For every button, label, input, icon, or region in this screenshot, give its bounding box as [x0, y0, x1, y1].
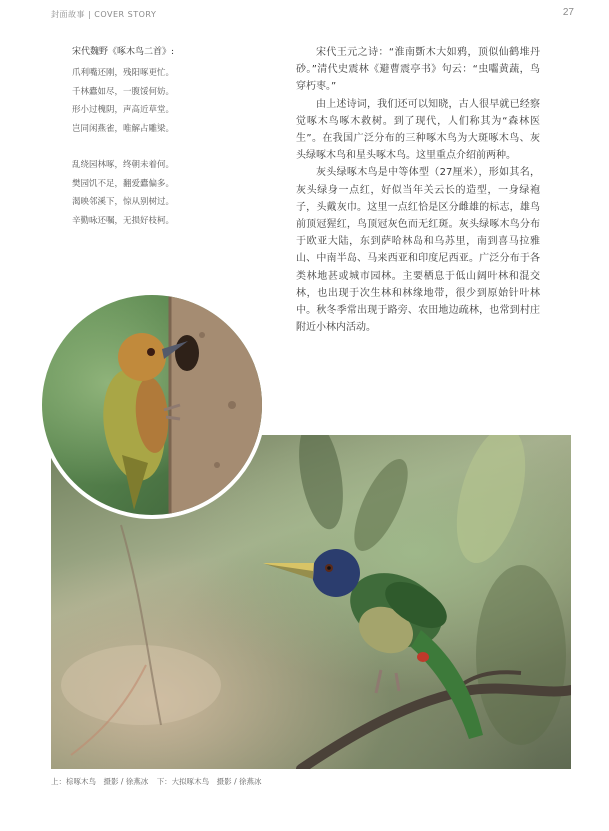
- poem-line: 樊园饥不足，翻爱蠹偏多。: [72, 178, 175, 189]
- poem-line: 渴映邻溪下，惊从别树过。: [72, 197, 175, 207]
- article-column: [296, 44, 540, 336]
- poem-line: 千林蠹如尽，一腹馁何妨。: [72, 86, 175, 97]
- caption-top: 上：棕啄木鸟 摄影 / 徐燕冰: [51, 777, 149, 786]
- article-paragraph: 灰头绿啄木鸟是中等体型（27厘米），形如其名，灰头绿身一点红，好似当年关云长的造型，一身绿袍子，头戴灰巾。这里一点红恰是区分雌雄的标志，雄鸟前顶冠猩红，鸟顶冠灰色而无红斑。灰头绿啄木鸟分布于欧亚大陆，东到萨哈林岛和乌苏里，南到喜马拉雅山、中南半岛、马来西亚和印度尼西亚。广泛分布于各类林地甚或城市园林。主要栖息于低山阔叶林和混交林，也出现于次生林和林缘地带，很少到原始针叶林中。秋冬季常出现于路旁、农田地边疏林，也常到村庄附近小林内活动。: [296, 167, 540, 334]
- article-paragraph: 宋代王元之诗：“淮南斲木大如鸦，顶似仙鹤堆丹砂。”清代史震林《避曹震亭书》句云：“虫囓黄蔬，鸟穿朽枣。”: [296, 47, 540, 93]
- stanza-divider: [72, 138, 232, 156]
- poem-line: 乱绕园林啄，终朝未着何。: [72, 160, 175, 170]
- caption-bottom: 下：大拟啄木鸟 摄影 / 徐燕冰: [156, 777, 262, 786]
- running-head: 封面故事 | COVER STORY: [51, 10, 157, 19]
- rufous-woodpecker-illustration: [42, 295, 262, 515]
- poem-line: 形小过槐阴，声高近草堂。: [72, 105, 175, 115]
- poem-line: 爪利嘴还刚，残阳啄更忙。: [72, 68, 175, 78]
- article-paragraph: 由上述诗词，我们还可以知晓，古人很早就已经察觉啄木鸟啄木救树。到了现代，人们称其为“森林医生”。在我国广泛分布的三种啄木鸟为大斑啄木鸟、灰头绿啄木鸟和星头啄木鸟。这里重点介绍前两种。: [296, 98, 540, 162]
- poem-line: 岂同闲燕雀，唯解占雕梁。: [72, 123, 175, 134]
- poem-column: [72, 44, 232, 230]
- rufous-woodpecker-photo: [38, 291, 266, 519]
- poem-line: 辛勤咏还嘱，无损好枝柯。: [72, 215, 175, 226]
- photo-caption: [51, 776, 267, 787]
- poem-title: 宋代魏野《啄木鸟二首》:: [72, 47, 175, 57]
- page-number: 27: [562, 7, 574, 18]
